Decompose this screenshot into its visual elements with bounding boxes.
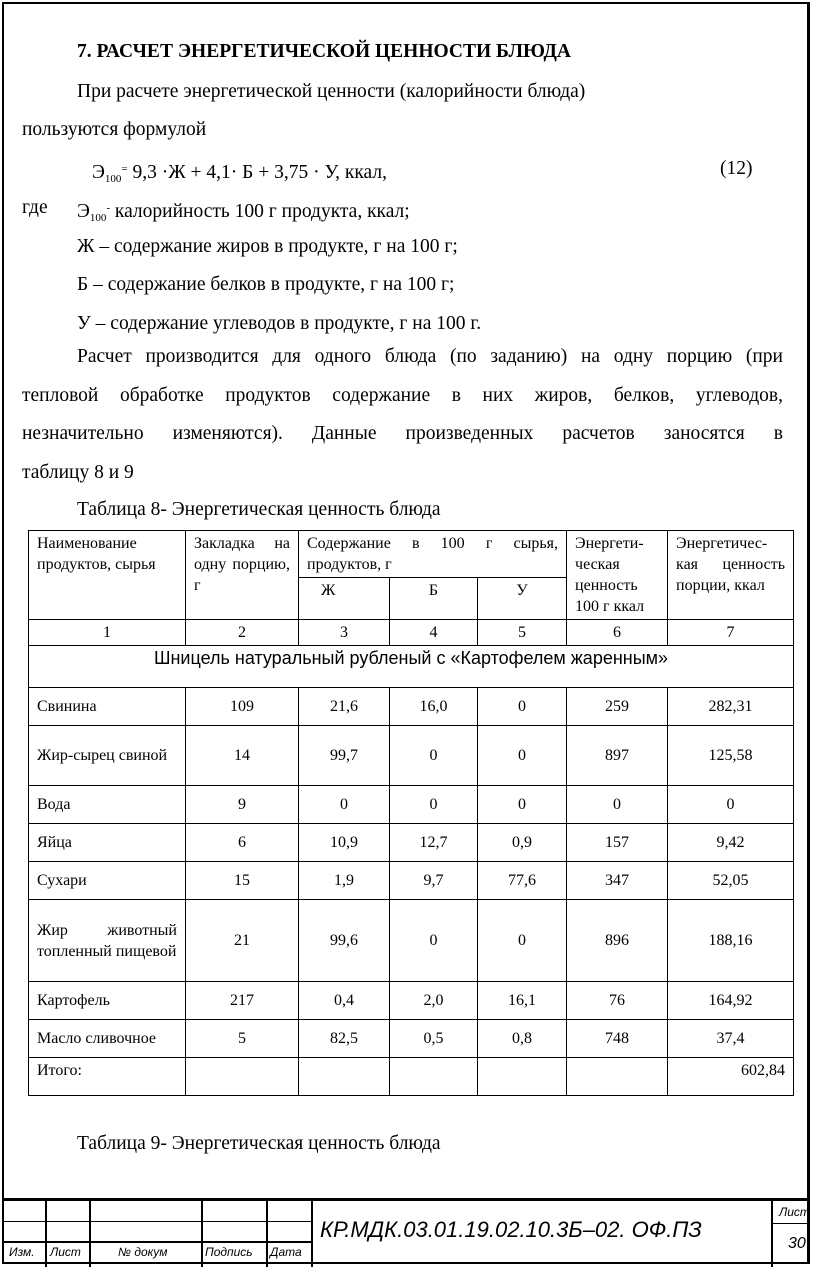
energy-100g-value: 0 [567, 786, 668, 824]
product-name: Свинина [29, 688, 186, 726]
protein-value: 16,0 [390, 688, 478, 726]
header-content: Содержание в 100 г сырья, продуктов, г [299, 531, 567, 578]
empty-cell [299, 1058, 390, 1096]
colnum-5: 5 [478, 620, 567, 646]
empty-cell [478, 1058, 567, 1096]
table-row [29, 982, 794, 1020]
intro-line-2: пользуются формулой [22, 119, 207, 140]
dish-title: Шницель натуральный рубленый с «Картофелем жаренным» [29, 646, 794, 688]
total-row [29, 1058, 794, 1096]
fat-value: 10,9 [299, 824, 390, 862]
fat-value: 99,7 [299, 726, 390, 786]
title-block-divider [89, 1201, 91, 1267]
title-block-divider [771, 1201, 773, 1267]
where-item-protein: Б – содержание белков в продукте, г на 100 г; [77, 274, 455, 295]
energy-portion-value: 164,92 [668, 982, 794, 1020]
energy-portion-value: 188,16 [668, 900, 794, 982]
header-energy-portion: Энергетичес-кая ценность порции, ккал [668, 531, 794, 620]
product-name: Картофель [29, 982, 186, 1020]
table8-caption: Таблица 8- Энергетическая ценность блюда [77, 499, 441, 520]
fat-value: 0,4 [299, 982, 390, 1020]
stamp-label-change: Изм. [9, 1245, 35, 1259]
fat-value: 82,5 [299, 1020, 390, 1058]
table-row [29, 726, 794, 786]
portion-value: 109 [186, 688, 299, 726]
fat-value: 21,6 [299, 688, 390, 726]
table9-caption: Таблица 9- Энергетическая ценность блюда [77, 1133, 441, 1154]
header-carb: У [478, 578, 567, 620]
title-block [4, 1198, 809, 1267]
page-number: 30 [788, 1235, 806, 1252]
stamp-label-document: № докум [118, 1245, 168, 1259]
empty-cell [567, 1058, 668, 1096]
colnum-7: 7 [668, 620, 794, 646]
title-block-rule [772, 1223, 809, 1224]
where-symbol: Э [77, 201, 90, 222]
header-fat: Ж [299, 578, 390, 620]
carb-value: 0 [478, 786, 567, 824]
protein-value: 9,7 [390, 862, 478, 900]
empty-cell [390, 1058, 478, 1096]
colnum-6: 6 [567, 620, 668, 646]
stamp-label-signature: Подпись [205, 1245, 253, 1259]
carb-value: 77,6 [478, 862, 567, 900]
product-name: Жир-сырец свиной [29, 726, 186, 786]
energy-100g-value: 896 [567, 900, 668, 982]
intro-line-1: При расчете энергетической ценности (калорийности блюда) [77, 81, 586, 102]
energy-100g-value: 347 [567, 862, 668, 900]
colnum-1: 1 [29, 620, 186, 646]
energy-portion-value: 9,42 [668, 824, 794, 862]
header-name: Наименование продуктов, сырья [29, 531, 186, 620]
portion-value: 5 [186, 1020, 299, 1058]
paragraph-line-2: тепловой обработке продуктов содержание в них жиров, белков, углеводов, [22, 385, 783, 406]
carb-value: 0,8 [478, 1020, 567, 1058]
protein-value: 0 [390, 726, 478, 786]
table-row [29, 824, 794, 862]
header-protein: Б [390, 578, 478, 620]
total-label: Итого: [29, 1058, 186, 1096]
formula-symbol: Э [92, 162, 105, 183]
energy-100g-value: 76 [567, 982, 668, 1020]
where-dash: - [106, 202, 111, 214]
energy-portion-value: 282,31 [668, 688, 794, 726]
fat-value: 1,9 [299, 862, 390, 900]
energy-portion-value: 0 [668, 786, 794, 824]
formula-equals: = [121, 163, 128, 175]
portion-value: 217 [186, 982, 299, 1020]
header-energy-100g: Энергети-ческая ценность 100 г ккал [567, 531, 668, 620]
carb-value: 0 [478, 900, 567, 982]
formula-body: 9,3 ·Ж + 4,1· Б + 3,75 · У, ккал, [127, 162, 387, 183]
protein-value: 0 [390, 786, 478, 824]
stamp-label-sheet: Лист [50, 1245, 81, 1259]
protein-value: 12,7 [390, 824, 478, 862]
table-row [29, 862, 794, 900]
energy-100g-value: 897 [567, 726, 668, 786]
stamp-label-date: Дата [270, 1245, 302, 1259]
colnum-4: 4 [390, 620, 478, 646]
energy-100g-value: 259 [567, 688, 668, 726]
formula-subscript: 100 [104, 173, 122, 185]
document-code: КР.МДК.03.01.19.02.10.3Б–02. ОФ.ПЗ [320, 1217, 702, 1242]
header-portion: Закладка на одну порцию, г [186, 531, 299, 620]
fat-value: 0 [299, 786, 390, 824]
where-item-carb: У – содержание углеводов в продукте, г на 100 г. [77, 313, 482, 334]
portion-value: 14 [186, 726, 299, 786]
where-text: калорийность 100 г продукта, ккал; [110, 201, 410, 222]
title-block-divider [266, 1201, 268, 1267]
sheet-label: Лист [779, 1205, 810, 1219]
product-name: Сухари [29, 862, 186, 900]
energy-portion-value: 37,4 [668, 1020, 794, 1058]
energy-100g-value: 157 [567, 824, 668, 862]
colnum-2: 2 [186, 620, 299, 646]
carb-value: 16,1 [478, 982, 567, 1020]
product-name: Жир животный топленный пищевой [29, 900, 186, 982]
portion-value: 6 [186, 824, 299, 862]
where-definition [77, 196, 410, 230]
energy-portion-value: 125,58 [668, 726, 794, 786]
protein-value: 0 [390, 900, 478, 982]
where-word: где [22, 197, 48, 218]
protein-value: 0,5 [390, 1020, 478, 1058]
paragraph-line-4: таблицу 8 и 9 [22, 462, 134, 483]
energy-portion-value: 52,05 [668, 862, 794, 900]
portion-value: 15 [186, 862, 299, 900]
table-row [29, 1020, 794, 1058]
title-block-divider [45, 1201, 47, 1267]
protein-value: 2,0 [390, 982, 478, 1020]
product-name: Яйца [29, 824, 186, 862]
title-block-divider [201, 1201, 203, 1267]
product-name: Масло сливочное [29, 1020, 186, 1058]
colnum-3: 3 [299, 620, 390, 646]
table-row [29, 786, 794, 824]
fat-value: 99,6 [299, 900, 390, 982]
paragraph-line-3: незначительно изменяются). Данные произведенных расчетов заносятся в [22, 423, 783, 444]
carb-value: 0,9 [478, 824, 567, 862]
portion-value: 21 [186, 900, 299, 982]
section-heading: 7. РАСЧЕТ ЭНЕРГЕТИЧЕСКОЙ ЦЕННОСТИ БЛЮДА [77, 41, 571, 62]
product-name: Вода [29, 786, 186, 824]
empty-cell [186, 1058, 299, 1096]
table-row [29, 900, 794, 982]
paragraph-line-1: Расчет производится для одного блюда (по заданию) на одну порцию (при [77, 346, 783, 367]
carb-value: 0 [478, 726, 567, 786]
formula-number: (12) [720, 158, 753, 179]
where-subscript: 100 [89, 212, 107, 224]
energy-100g-value: 748 [567, 1020, 668, 1058]
energy-value-table [28, 530, 794, 1096]
total-value: 602,84 [668, 1058, 794, 1096]
carb-value: 0 [478, 688, 567, 726]
table-row [29, 688, 794, 726]
title-block-divider [311, 1201, 313, 1267]
formula [92, 157, 387, 191]
portion-value: 9 [186, 786, 299, 824]
where-item-fat: Ж – содержание жиров в продукте, г на 100 г; [77, 236, 458, 257]
